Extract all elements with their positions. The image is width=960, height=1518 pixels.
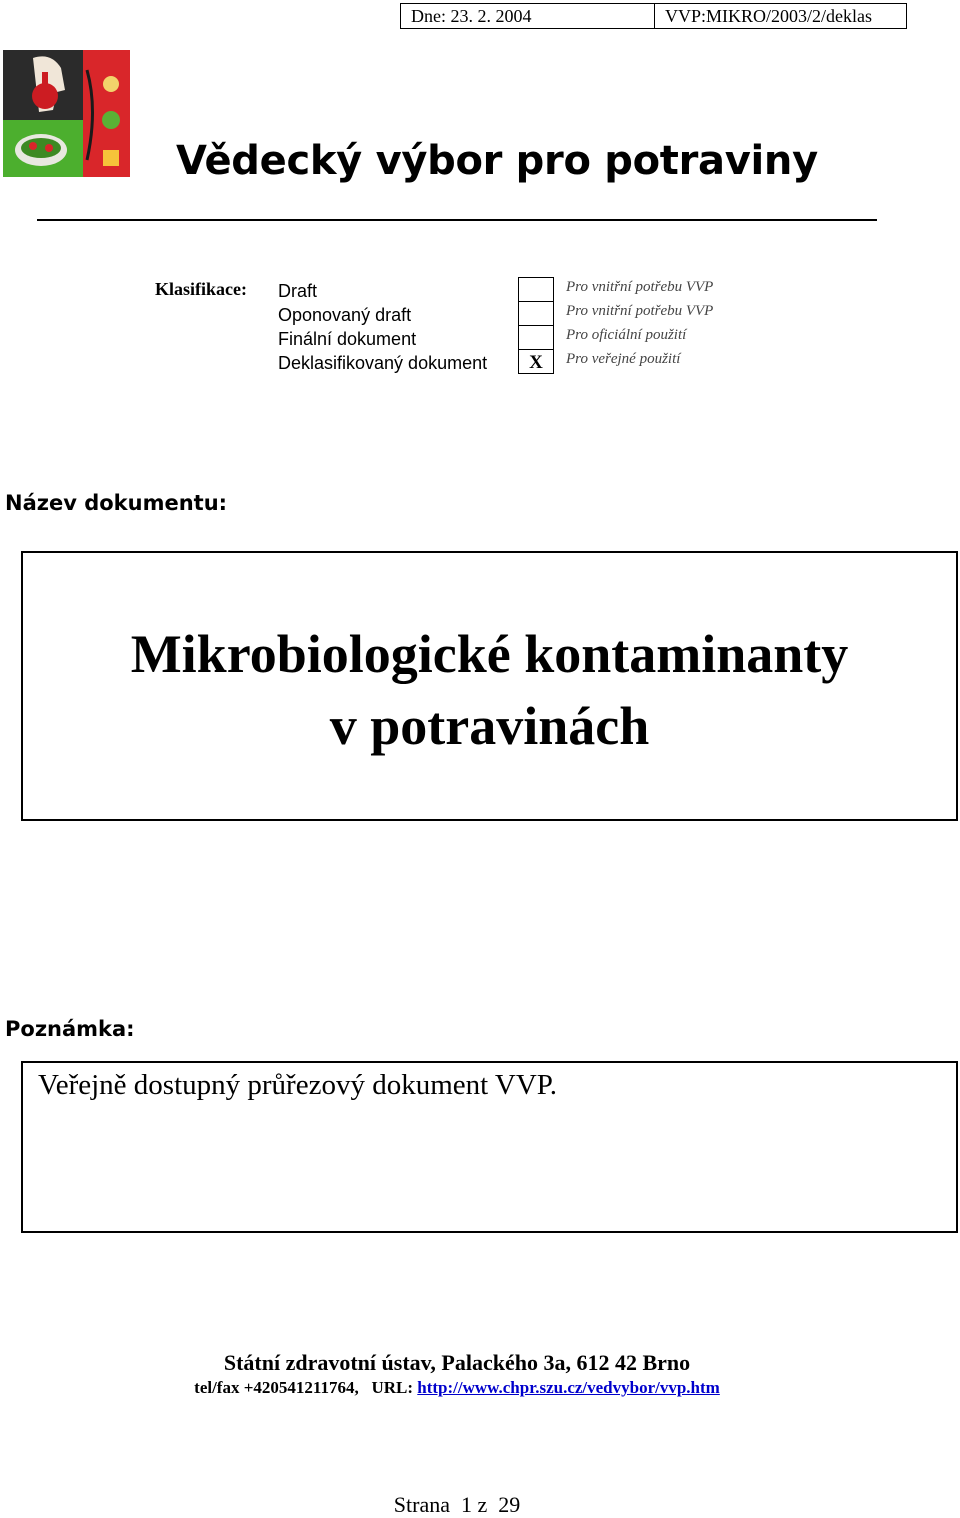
header-box: [400, 3, 907, 29]
classification-label: Klasifikace:: [155, 279, 247, 299]
classification-note: Pro oficiální použití: [566, 327, 687, 343]
classification-note: Pro veřejné použití: [566, 351, 681, 367]
footer-contact: [0, 1378, 914, 1398]
checkbox-declassified: X: [518, 349, 554, 374]
checkbox-final: [518, 325, 554, 349]
document-name-line-1: Mikrobiologické kontaminanty: [130, 624, 849, 684]
footer-url-link[interactable]: http://www.chpr.szu.cz/vedvybor/vvp.htm: [417, 1378, 720, 1397]
document-name-line-2: v potravinách: [329, 696, 650, 756]
note-label: Poznámka:: [5, 1017, 135, 1041]
classification-note: Pro vnitřní potřebu VVP: [566, 279, 714, 295]
classification-item-reviewed-draft: Oponovaný draft: [278, 305, 412, 325]
page-indicator: Strana 1 z 29: [393, 1492, 521, 1517]
document-name: [21, 618, 958, 762]
committee-title: Vědecký výbor pro potraviny: [176, 138, 818, 184]
classification-item-final: Finální dokument: [278, 329, 417, 349]
footer-contact-prefix: tel/fax +420541211764, URL:: [194, 1378, 418, 1397]
classification-checkboxes: [518, 277, 554, 374]
note-text: Veřejně dostupný průřezový dokument VVP.: [38, 1069, 557, 1101]
classification-items: [278, 279, 487, 375]
food-committee-logo: [3, 50, 130, 177]
classification-item-declassified: Deklasifikovaný dokument: [278, 353, 488, 373]
header-date: Dne: 23. 2. 2004: [401, 4, 655, 28]
footer-institution: Státní zdravotní ústav, Palackého 3a, 612 42 Brno: [223, 1350, 691, 1375]
checkbox-draft: [518, 277, 554, 301]
title-divider: [37, 219, 877, 221]
header-reference: VVP:MIKRO/2003/2/deklas: [665, 6, 872, 26]
classification-notes: [566, 279, 713, 375]
classification-note: Pro vnitřní potřebu VVP: [566, 303, 714, 319]
document-name-label: Název dokumentu:: [5, 491, 228, 515]
checkbox-reviewed-draft: [518, 301, 554, 325]
classification-item-draft: Draft: [278, 281, 318, 301]
